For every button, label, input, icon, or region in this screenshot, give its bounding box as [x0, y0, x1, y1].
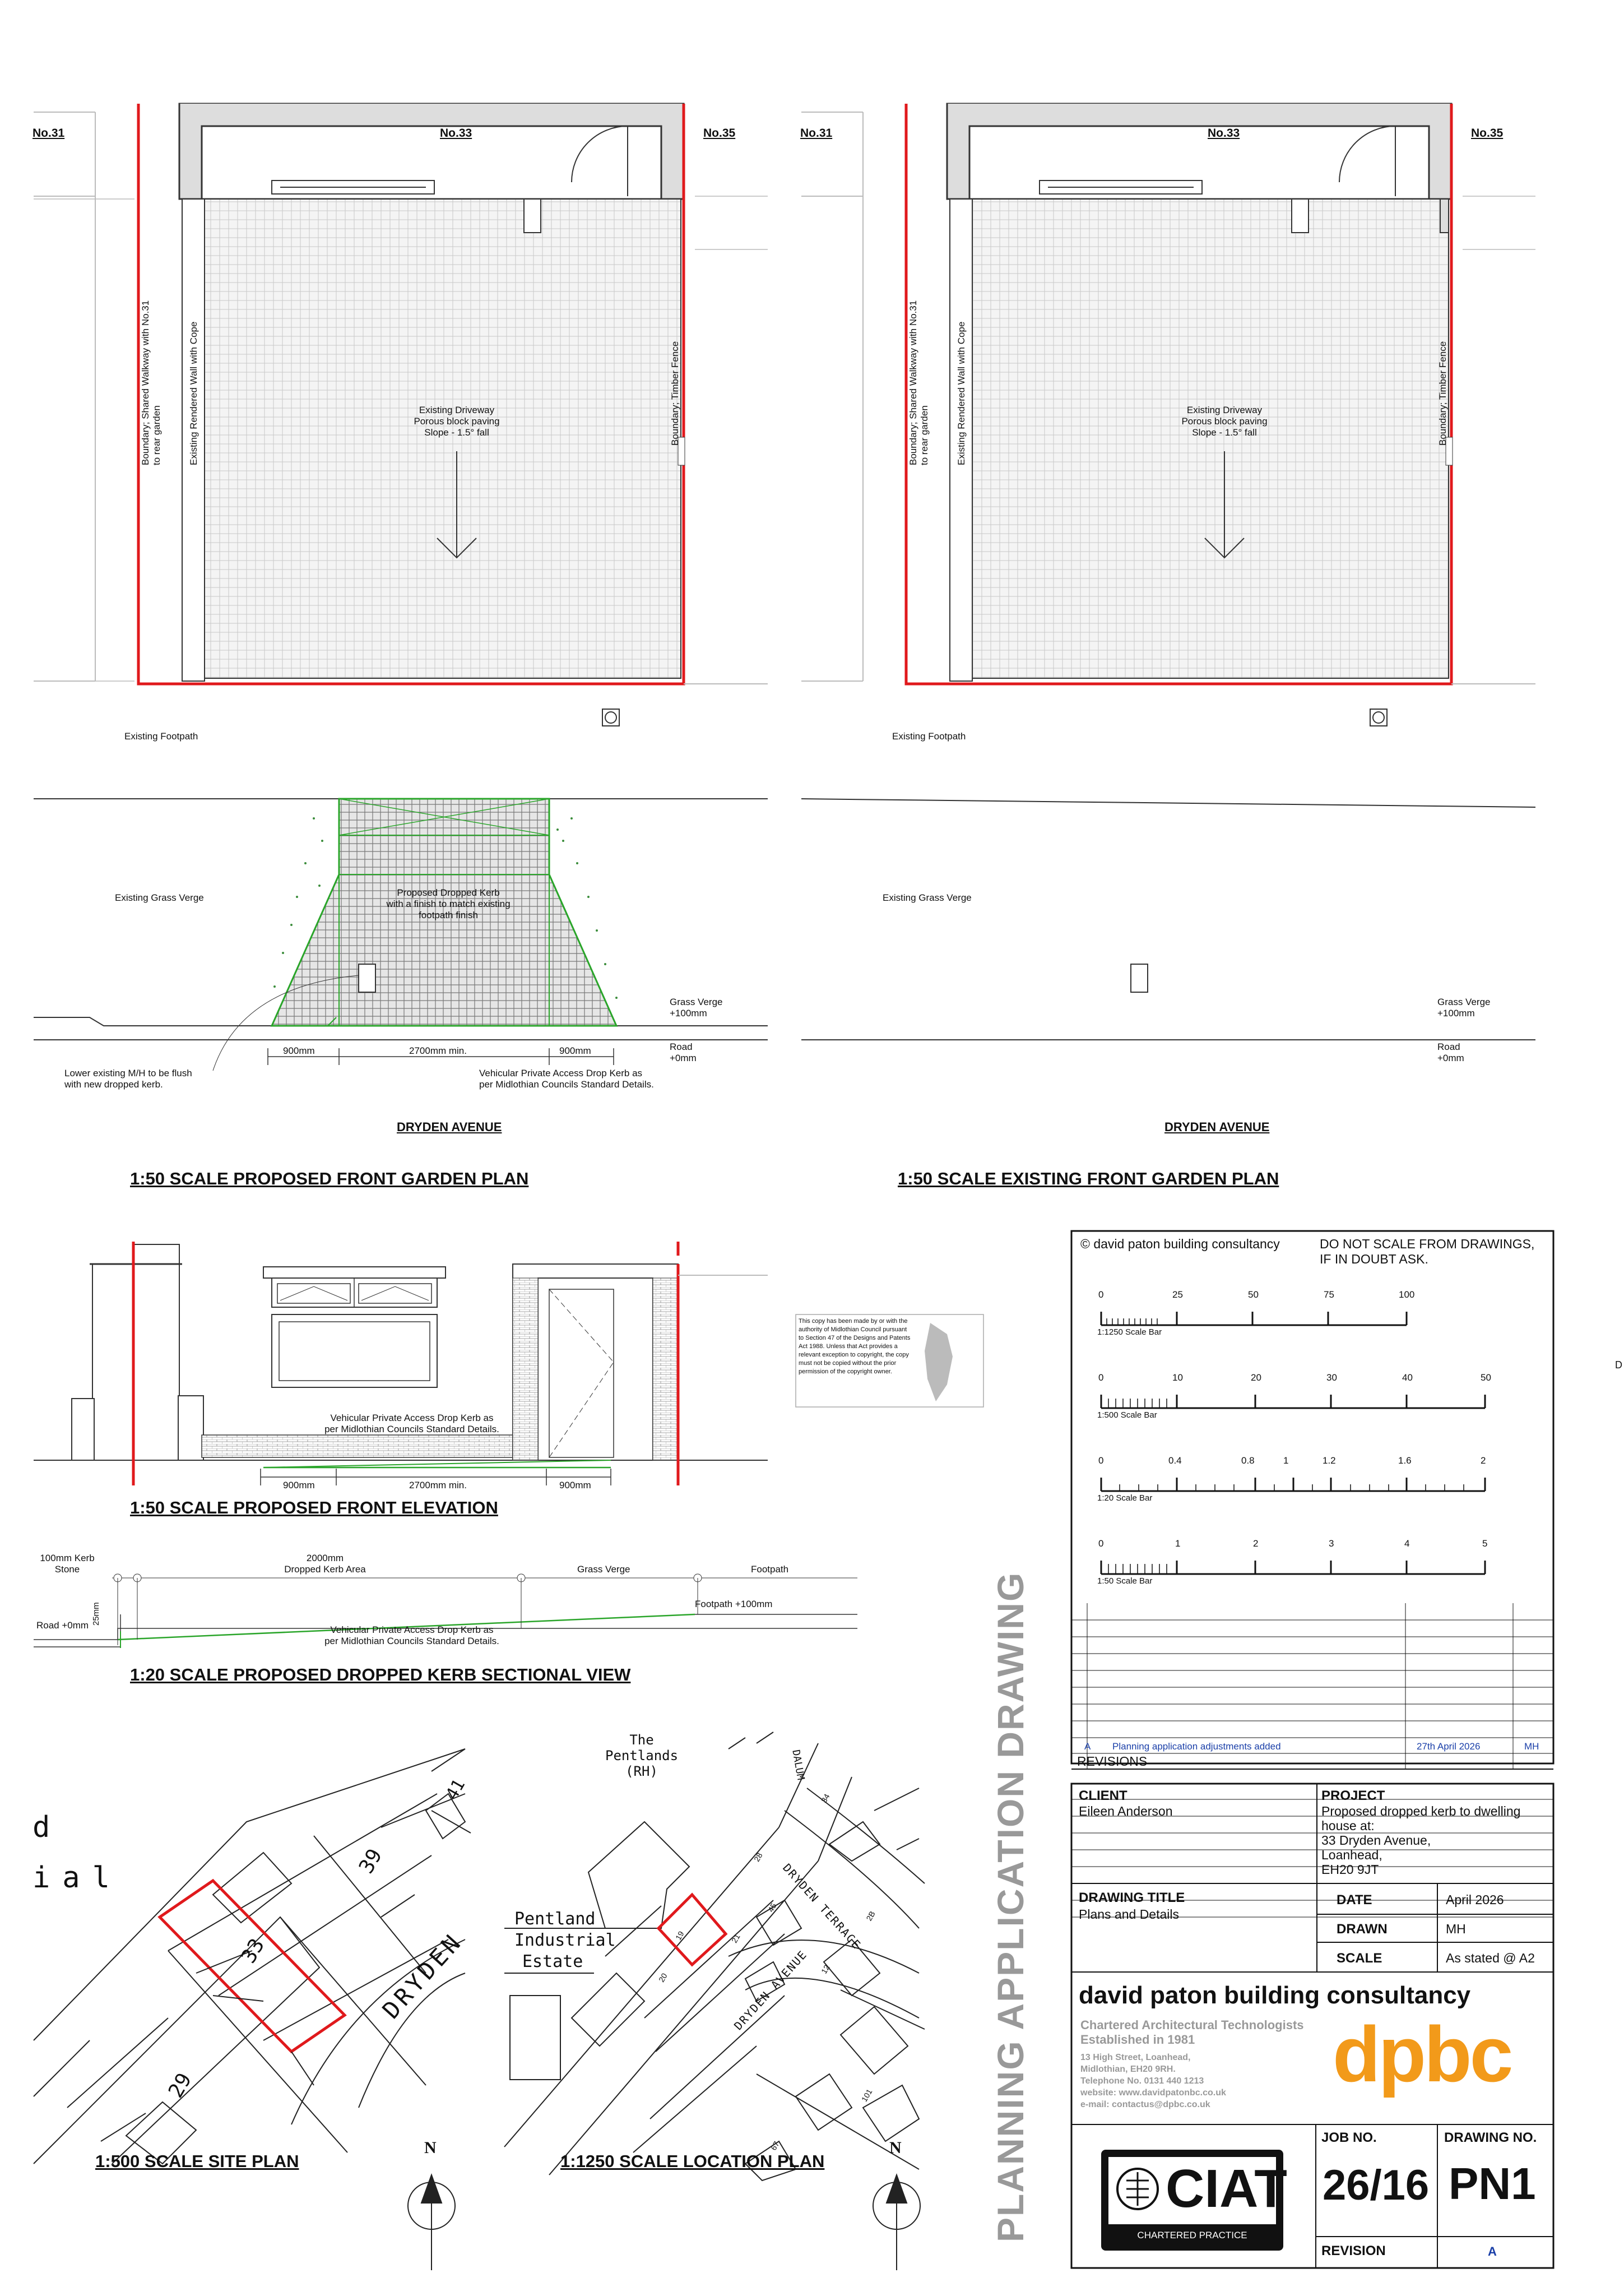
site-plan-title: 1:500 SCALE SITE PLAN: [95, 2151, 299, 2171]
scale-bar-1250-ticks: 0 25 50 75 100: [1098, 1289, 1415, 1300]
location-north-label: N: [889, 2138, 902, 2157]
house-label-31: No.31: [33, 127, 65, 140]
date-value: April 2026: [1446, 1892, 1504, 1907]
road-level: Road +0mm: [670, 1041, 697, 1063]
location-plan-north-arrow: [873, 2175, 920, 2270]
revision-row-by: MH: [1524, 1741, 1539, 1752]
terrace-label: DRYDEN TERRACE: [780, 1861, 864, 1952]
pentlands-label: The Pentlands (RH): [605, 1732, 679, 1779]
scale-bar-20-label: 1:20 Scale Bar: [1097, 1493, 1153, 1503]
road-label: Road +0mm: [36, 1620, 89, 1631]
drawing-title: Plans and Details: [1079, 1907, 1179, 1922]
boundary-left-label: Boundary; Shared Walkway with No.31 to rear garden: [140, 300, 162, 465]
dim-900-right: 900mm: [559, 1045, 591, 1056]
loc-num-20: 20: [656, 1971, 669, 1984]
verge-label: Existing Grass Verge: [115, 892, 204, 903]
road-level-existing: Road +0mm: [1437, 1041, 1464, 1063]
loc-num-12: 12: [819, 1963, 832, 1975]
plot-29: 29: [164, 2069, 197, 2102]
date-label: DATE: [1337, 1892, 1372, 1908]
scale-label: SCALE: [1337, 1951, 1382, 1966]
loc-num-34: 34: [819, 1792, 832, 1804]
dpbc-logo: dpbc: [1333, 2010, 1511, 2098]
drawing-no-label: DRAWING NO.: [1444, 2130, 1537, 2145]
grass-verge-level: Grass Verge +100mm: [670, 997, 723, 1019]
loc-num-101: 101: [859, 2087, 874, 2104]
house-label-35-existing: No.35: [1471, 127, 1504, 140]
revisions-label: REVISIONS: [1077, 1754, 1148, 1769]
plot-41: 41: [442, 1776, 470, 1803]
boundary-right-label-existing: Boundary; Timber Fence: [1437, 341, 1448, 446]
company-tagline: Chartered Architectural Technologists Established in 1981: [1080, 2018, 1304, 2047]
manhole-note: Lower existing M/H to be flush with new dropped kerb.: [64, 1068, 192, 1090]
site-street-label: DRYDEN: [377, 1927, 468, 2024]
company-address: 13 High Street, Loanhead, Midlothian, EH20 9RH. Telephone No. 0131 440 1213 website: www.davidpatonbc.co.uk e-mail: contactus@dpbc.co.uk: [1080, 2053, 1226, 2109]
loc-num-2b: 2B: [864, 1909, 877, 1923]
planning-application-stamp: PLANNING APPLICATION DRAWING: [990, 1571, 1031, 2242]
verge-label-existing: Existing Grass Verge: [883, 892, 972, 903]
proposed-plan-title: 1:50 SCALE PROPOSED FRONT GARDEN PLAN: [130, 1169, 529, 1188]
drawing-title-label: DRAWING TITLE: [1079, 1890, 1185, 1905]
dropped-area-label: 2000mm Dropped Kerb Area: [284, 1553, 366, 1575]
estate-label: Pentland Industrial Estate: [514, 1909, 616, 1971]
proposed-plan-geometry: [34, 104, 768, 1071]
elev-dim-2700: 2700mm min.: [409, 1480, 467, 1490]
house-label-33: No.33: [440, 127, 472, 140]
dim-2700: 2700mm min.: [409, 1045, 467, 1056]
plot-33: 33: [237, 1934, 270, 1968]
existing-plan-title: 1:50 SCALE EXISTING FRONT GARDEN PLAN: [898, 1169, 1279, 1188]
footpath-label: Existing Footpath: [124, 731, 198, 742]
elev-dim-900-left: 900mm: [283, 1480, 315, 1490]
scale-bar-1250-label: 1:1250 Scale Bar: [1097, 1327, 1162, 1337]
avenue-label: DRYDEN AVENUE: [731, 1947, 810, 2033]
loc-num-45: 45: [765, 1901, 778, 1914]
dalum-label: DALUM: [790, 1749, 807, 1781]
edge-letter: D: [1615, 1359, 1622, 1371]
site-plan-north-arrow: [408, 2175, 455, 2270]
job-no-label: JOB NO.: [1321, 2130, 1377, 2145]
revision-row-desc: Planning application adjustments added: [1112, 1741, 1281, 1752]
site-plan-text-d: d: [33, 1811, 50, 1844]
loc-num-21: 21: [729, 1932, 742, 1945]
client-label: CLIENT: [1079, 1788, 1127, 1803]
house-label-31-existing: No.31: [800, 127, 833, 140]
site-plan-text-ial: ial: [33, 1861, 122, 1895]
drawn-label: DRAWN: [1337, 1922, 1388, 1937]
house-label-35: No.35: [703, 127, 736, 140]
kerb-stone-label: 100mm Kerb Stone: [40, 1553, 95, 1575]
ciat-subtitle: CHARTERED PRACTICE: [1137, 2230, 1247, 2241]
section-footpath: Footpath: [751, 1564, 789, 1575]
loc-num-28: 28: [751, 1851, 764, 1863]
boundary-right-label: Boundary; Timber Fence: [670, 341, 680, 446]
loc-num-19: 19: [673, 1929, 686, 1942]
dim-900-left: 900mm: [283, 1045, 315, 1056]
footpath-level-label: Footpath +100mm: [695, 1599, 773, 1609]
elev-dim-900-right: 900mm: [559, 1480, 591, 1490]
company-name: david paton building consultancy: [1079, 1982, 1471, 2009]
boundary-left-label-existing: Boundary; Shared Walkway with No.31 to rear garden: [908, 300, 930, 465]
elevation-geometry: [34, 1242, 768, 1485]
scale-bar-50-label: 1:50 Scale Bar: [1097, 1576, 1153, 1586]
grass-verge-level-existing: Grass Verge +100mm: [1437, 997, 1491, 1019]
copyright-label: © david paton building consultancy: [1080, 1237, 1280, 1251]
elevation-title: 1:50 SCALE PROPOSED FRONT ELEVATION: [130, 1498, 498, 1517]
scale-bars: [1101, 1312, 1485, 1574]
loc-num-67: 67: [768, 2140, 781, 2152]
scale-value: As stated @ A2: [1446, 1951, 1535, 1965]
site-north-label: N: [424, 2138, 437, 2157]
scale-bar-20-ticks: 0 0.4 0.8 1 1.2 1.6 2: [1098, 1455, 1486, 1466]
ciat-logo-text: CIAT: [1166, 2159, 1287, 2219]
scale-bar-500-label: 1:500 Scale Bar: [1097, 1410, 1157, 1420]
revision-row-date: 27th April 2026: [1417, 1741, 1481, 1752]
scale-warning: DO NOT SCALE FROM DRAWINGS, IF IN DOUBT ASK.: [1320, 1237, 1535, 1266]
dropped-kerb-label: Proposed Dropped Kerb with a finish to match existing footpath finish: [386, 887, 511, 920]
street-label-proposed: DRYDEN AVENUE: [397, 1120, 502, 1134]
client-name: Eileen Anderson: [1079, 1804, 1173, 1818]
job-no-value: 26/16: [1323, 2161, 1430, 2209]
scale-bar-50-ticks: 0 1 2 3 4 5: [1098, 1538, 1488, 1549]
scale-bar-500-ticks: 0 10 20 30 40 50: [1098, 1372, 1491, 1383]
wall-label-existing: Existing Rendered Wall with Cope: [956, 321, 967, 465]
rise-label: 25mm: [91, 1602, 101, 1626]
vehicular-note: Vehicular Private Access Drop Kerb as per Midlothian Councils Standard Details.: [479, 1068, 654, 1090]
footpath-label-existing: Existing Footpath: [892, 731, 966, 742]
drawn-value: MH: [1446, 1922, 1466, 1936]
section-title: 1:20 SCALE PROPOSED DROPPED KERB SECTIONAL VIEW: [130, 1665, 631, 1684]
elevation-note: Vehicular Private Access Drop Kerb as per Midlothian Councils Standard Details.: [324, 1413, 499, 1434]
street-label-existing: DRYDEN AVENUE: [1164, 1120, 1270, 1134]
wall-label: Existing Rendered Wall with Cope: [188, 321, 199, 465]
location-plan-title: 1:1250 SCALE LOCATION PLAN: [560, 2151, 825, 2171]
revision-row-rev: A: [1084, 1741, 1091, 1752]
plot-39: 39: [355, 1845, 387, 1878]
project-label: PROJECT: [1321, 1788, 1385, 1803]
copyright-note: This copy has been made by or with the authority of Midlothian Council pursuant to Section 47 of the Designs and Patents Act 1988. Unless that Act provides a relevant exception to copyright, the copy must not be copied without the prior permission of the copyright owner.: [799, 1318, 911, 1375]
driveway-label: Existing Driveway Porous block paving Slope - 1.5° fall: [414, 405, 500, 438]
revision-label: REVISION: [1321, 2243, 1386, 2258]
driveway-label-existing: Existing Driveway Porous block paving Slope - 1.5° fall: [1181, 405, 1268, 438]
house-label-33-existing: No.33: [1208, 127, 1240, 140]
project-description: Proposed dropped kerb to dwelling house at: 33 Dryden Avenue, Loanhead, EH20 9JT: [1321, 1804, 1521, 1877]
revision-value: A: [1488, 2244, 1497, 2258]
drawing-no-value: PN1: [1449, 2159, 1536, 2209]
section-grass-verge: Grass Verge: [577, 1564, 630, 1575]
section-note: Vehicular Private Access Drop Kerb as per Midlothian Councils Standard Details.: [324, 1624, 499, 1646]
